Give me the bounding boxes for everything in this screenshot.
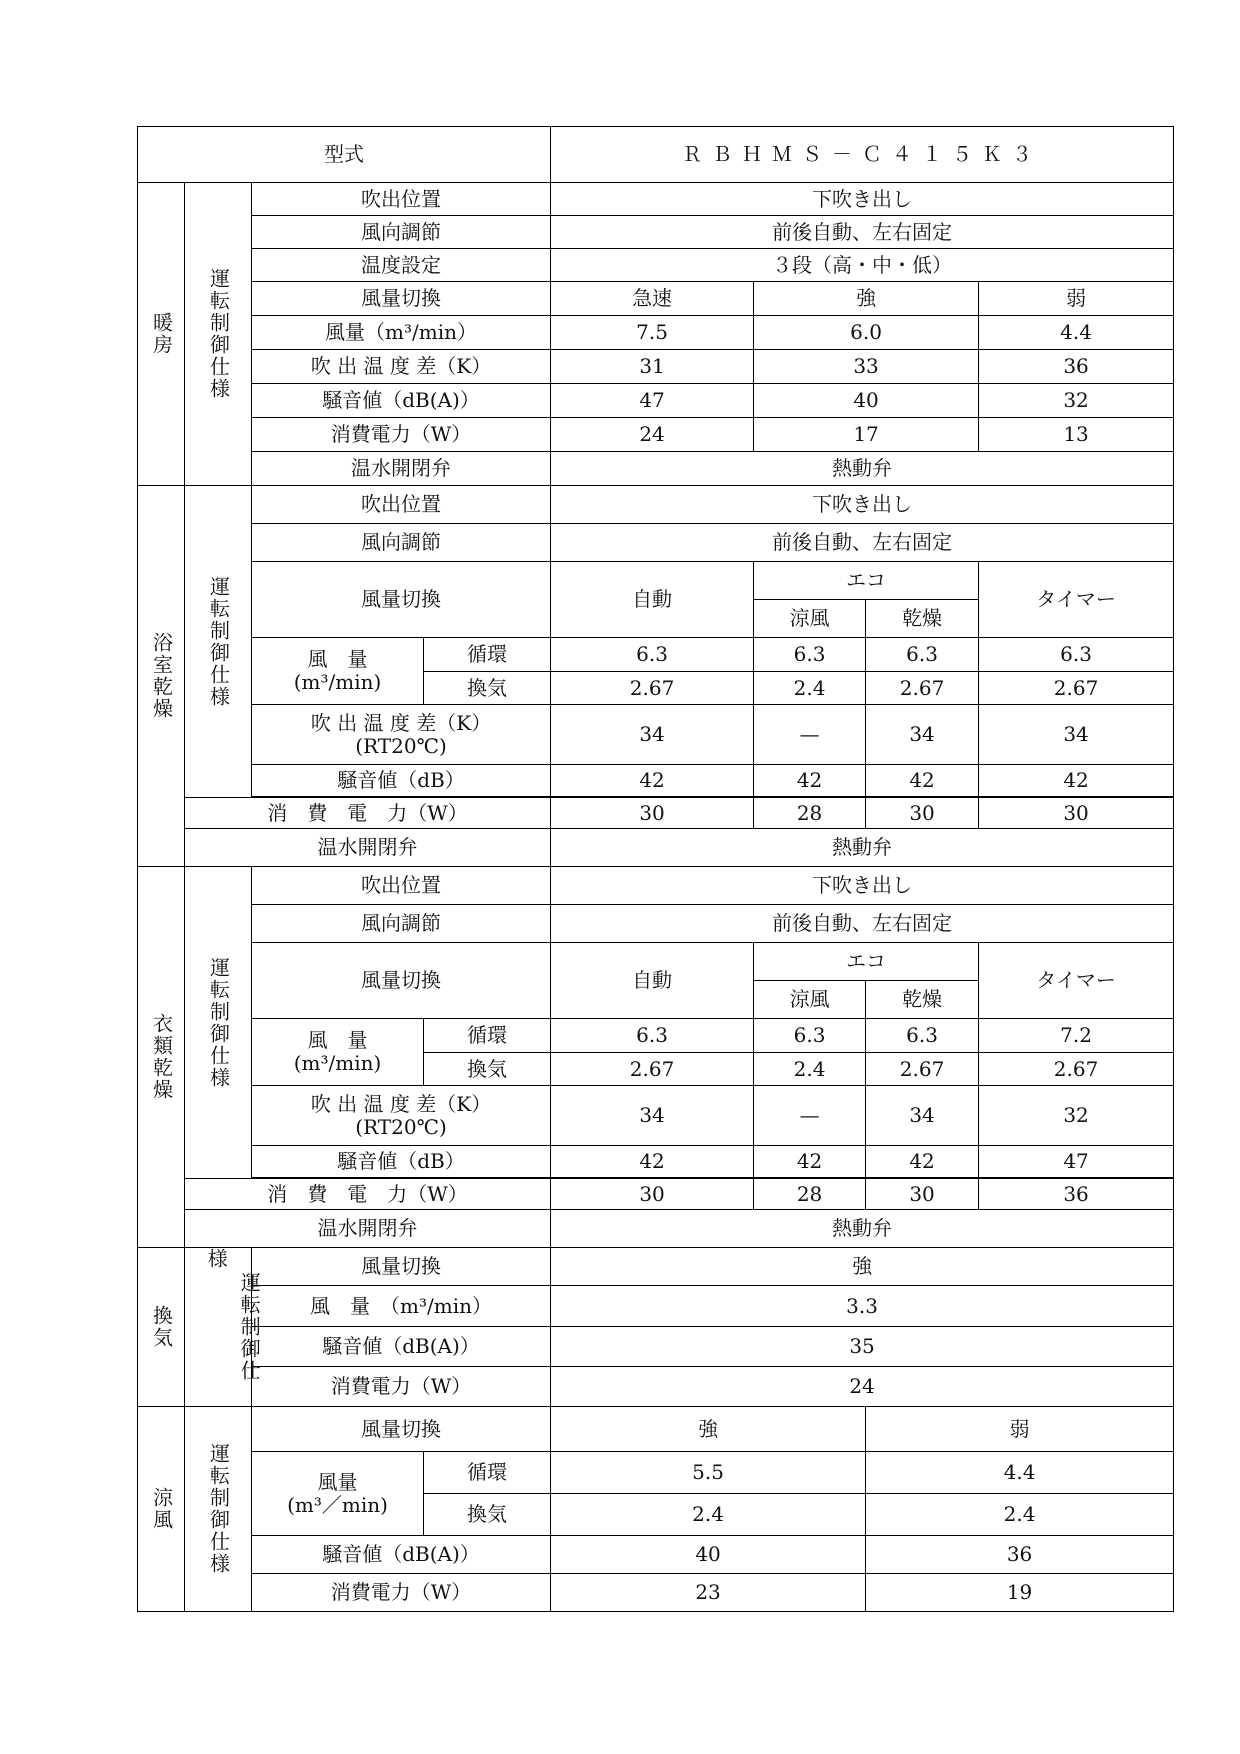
valve-value: 熱動弁: [551, 452, 1174, 486]
table-cell: 30: [866, 798, 979, 829]
power-label: 消費電力（W）: [252, 418, 551, 452]
power-value: 24: [551, 1367, 1174, 1407]
airflow-switch-label: 風量切換: [252, 562, 551, 638]
table-cell: 40: [551, 1536, 866, 1574]
ventilation-label: 換気: [424, 1053, 551, 1086]
table-cell: 6.3: [754, 1019, 866, 1053]
control-spec-label: 運転制御仕様: [185, 1407, 252, 1612]
section-cool-breeze: 涼風: [138, 1407, 185, 1612]
airflow-label-text: 風 量: [307, 647, 368, 671]
noise-label: 騒音値（dB(A)）: [252, 384, 551, 418]
temp-setting-label: 温度設定: [252, 249, 551, 282]
table-cell: 42: [754, 765, 866, 797]
table-cell: 30: [979, 798, 1174, 829]
table-cell: 36: [866, 1536, 1174, 1574]
table-cell: 5.5: [551, 1452, 866, 1494]
wind-direction-value: 前後自動、左右固定: [551, 216, 1174, 249]
table-cell: 2.67: [551, 1053, 754, 1086]
table-cell: 34: [551, 1086, 754, 1146]
airflow-label: 風量（m³/min）: [252, 316, 551, 350]
temp-diff-text: 吹 出 温 度 差（K）: [310, 710, 492, 735]
table-cell: 40: [754, 384, 979, 418]
section-ventilation: 換気: [138, 1248, 185, 1407]
table-cell: 6.3: [866, 638, 979, 672]
noise-label: 騒音値（dB(A)）: [252, 1536, 551, 1574]
table-cell: 34: [551, 705, 754, 765]
ventilation-label: 換気: [424, 1494, 551, 1536]
airflow-switch-value: 強: [551, 1248, 1174, 1286]
circulation-label: 循環: [424, 1452, 551, 1494]
table-cell: 13: [979, 418, 1174, 452]
table-cell: 2.67: [866, 672, 979, 705]
airflow-label: [252, 1452, 424, 1536]
temp-diff-label: [252, 705, 551, 765]
airflow-label-text: 風量: [317, 1469, 358, 1494]
section-clothes-dry: 衣類乾燥: [138, 867, 185, 1248]
airflow-switch-label: 風量切換: [252, 282, 551, 316]
temp-diff-label: [252, 1086, 551, 1146]
noise-label: 騒音値（dB）: [252, 765, 551, 797]
table-cell: 2.4: [754, 672, 866, 705]
section-heating: 暖房: [138, 183, 185, 486]
mode-auto: 自動: [551, 943, 754, 1019]
control-spec-label: 運転制御仕様: [185, 183, 252, 486]
mode-ryofu: 涼風: [754, 600, 866, 638]
mode-rapid: 急速: [551, 282, 754, 316]
mode-weak: 弱: [866, 1407, 1174, 1452]
table-cell: 36: [979, 1179, 1174, 1210]
table-cell: 34: [866, 1086, 979, 1146]
blow-position-label: 吹出位置: [252, 486, 551, 524]
table-cell: 2.4: [754, 1053, 866, 1086]
table-cell: 2.4: [866, 1494, 1174, 1536]
airflow-unit: (m³／min): [287, 1492, 388, 1517]
table-cell: 32: [979, 384, 1174, 418]
table-cell: 42: [866, 1146, 979, 1178]
valve-label: 温水開閉弁: [252, 452, 551, 486]
table-cell: —: [754, 705, 866, 765]
table-cell: 47: [551, 384, 754, 418]
temp-setting-value: ３段（高・中・低）: [551, 249, 1174, 282]
mode-timer: タイマー: [979, 943, 1174, 1019]
table-cell: 24: [551, 418, 754, 452]
table-cell: 42: [866, 765, 979, 797]
airflow-label-text: 風 量: [307, 1028, 368, 1052]
mode-timer: タイマー: [979, 562, 1174, 638]
airflow-unit: (m³/min): [293, 1051, 382, 1075]
table-cell: 2.67: [979, 672, 1174, 705]
table-cell: 31: [551, 350, 754, 384]
temp-diff-label: 吹 出 温 度 差（K）: [252, 350, 551, 384]
table-cell: 4.4: [979, 316, 1174, 350]
mode-strong: 強: [551, 1407, 866, 1452]
table-cell: 47: [979, 1146, 1174, 1178]
wind-direction-label: 風向調節: [252, 905, 551, 943]
valve-value: 熱動弁: [551, 829, 1174, 867]
blow-position-value: 下吹き出し: [551, 183, 1174, 216]
circulation-label: 循環: [424, 638, 551, 672]
table-cell: 34: [866, 705, 979, 765]
mode-kanso: 乾燥: [866, 981, 979, 1019]
power-label: 消費電力（W）: [252, 1367, 551, 1407]
wind-direction-value: 前後自動、左右固定: [551, 524, 1174, 562]
noise-label: 騒音値（dB(A)）: [252, 1327, 551, 1367]
table-cell: 34: [979, 705, 1174, 765]
power-label: 消 費 電 力（W）: [185, 1179, 551, 1210]
airflow-value: 3.3: [551, 1286, 1174, 1327]
table-cell: 17: [754, 418, 979, 452]
valve-value: 熱動弁: [551, 1210, 1174, 1248]
control-spec-label: 運転制御仕様: [185, 867, 252, 1179]
table-cell: 2.67: [979, 1053, 1174, 1086]
mode-strong: 強: [754, 282, 979, 316]
table-cell: —: [754, 1086, 866, 1146]
table-cell: 7.5: [551, 316, 754, 350]
valve-label: 温水開閉弁: [185, 1210, 551, 1248]
wind-direction-value: 前後自動、左右固定: [551, 905, 1174, 943]
table-cell: 2.67: [551, 672, 754, 705]
noise-label: 騒音値（dB）: [252, 1146, 551, 1178]
valve-label: 温水開閉弁: [185, 829, 551, 867]
table-cell: 19: [866, 1574, 1174, 1612]
table-cell: 42: [979, 765, 1174, 797]
table-cell: 36: [979, 350, 1174, 384]
section-bath-dry: 浴室乾燥: [138, 486, 185, 867]
table-cell: 2.4: [551, 1494, 866, 1536]
airflow-label: 風 量 （m³/min）: [252, 1286, 551, 1327]
airflow-label: [252, 1019, 424, 1086]
table-cell: 7.2: [979, 1019, 1174, 1053]
blow-position-label: 吹出位置: [252, 867, 551, 905]
table-cell: 30: [551, 798, 754, 829]
table-cell: 23: [551, 1574, 866, 1612]
table-cell: 42: [551, 765, 754, 797]
table-cell: 28: [754, 1179, 866, 1210]
table-cell: 2.67: [866, 1053, 979, 1086]
airflow-switch-label: 風量切換: [252, 1407, 551, 1452]
mode-ryofu: 涼風: [754, 981, 866, 1019]
noise-value: 35: [551, 1327, 1174, 1367]
spec-table: [137, 126, 1174, 1612]
table-cell: 42: [551, 1146, 754, 1178]
table-cell: 6.3: [754, 638, 866, 672]
wind-direction-label: 風向調節: [252, 216, 551, 249]
table-cell: 4.4: [866, 1452, 1174, 1494]
airflow-switch-label: 風量切換: [252, 1248, 551, 1286]
wind-direction-label: 風向調節: [252, 524, 551, 562]
blow-position-label: 吹出位置: [252, 183, 551, 216]
airflow-label: [252, 638, 424, 705]
control-spec-label: 運転制御仕様: [185, 486, 252, 798]
circulation-label: 循環: [424, 1019, 551, 1053]
table-cell: 6.3: [551, 1019, 754, 1053]
temp-diff-condition: (RT20℃): [355, 733, 447, 758]
table-cell: 6.3: [979, 638, 1174, 672]
blow-position-value: 下吹き出し: [551, 486, 1174, 524]
mode-auto: 自動: [551, 562, 754, 638]
table-cell: 28: [754, 798, 866, 829]
model-label: 型式: [138, 127, 551, 183]
mode-eco: エコ: [754, 562, 979, 600]
mode-eco: エコ: [754, 943, 979, 981]
airflow-unit: (m³/min): [293, 670, 382, 694]
mode-weak: 弱: [979, 282, 1174, 316]
table-cell: 6.3: [866, 1019, 979, 1053]
blow-position-value: 下吹き出し: [551, 867, 1174, 905]
table-cell: 32: [979, 1086, 1174, 1146]
model-number: ＲＢＨＭＳ－Ｃ４１５Ｋ３: [551, 127, 1174, 183]
control-spec-label: 運転制御仕: [247, 1248, 252, 1407]
table-cell: 42: [754, 1146, 866, 1178]
power-label: 消 費 電 力（W）: [185, 798, 551, 829]
table-cell: 6.3: [551, 638, 754, 672]
control-spec-label-sub: 様: [185, 1248, 247, 1407]
table-cell: 33: [754, 350, 979, 384]
table-cell: 30: [866, 1179, 979, 1210]
temp-diff-text: 吹 出 温 度 差（K）: [310, 1091, 492, 1116]
table-cell: 6.0: [754, 316, 979, 350]
power-label: 消費電力（W）: [252, 1574, 551, 1612]
mode-kanso: 乾燥: [866, 600, 979, 638]
table-cell: 30: [551, 1179, 754, 1210]
temp-diff-condition: (RT20℃): [355, 1114, 447, 1139]
ventilation-label: 換気: [424, 672, 551, 705]
airflow-switch-label: 風量切換: [252, 943, 551, 1019]
